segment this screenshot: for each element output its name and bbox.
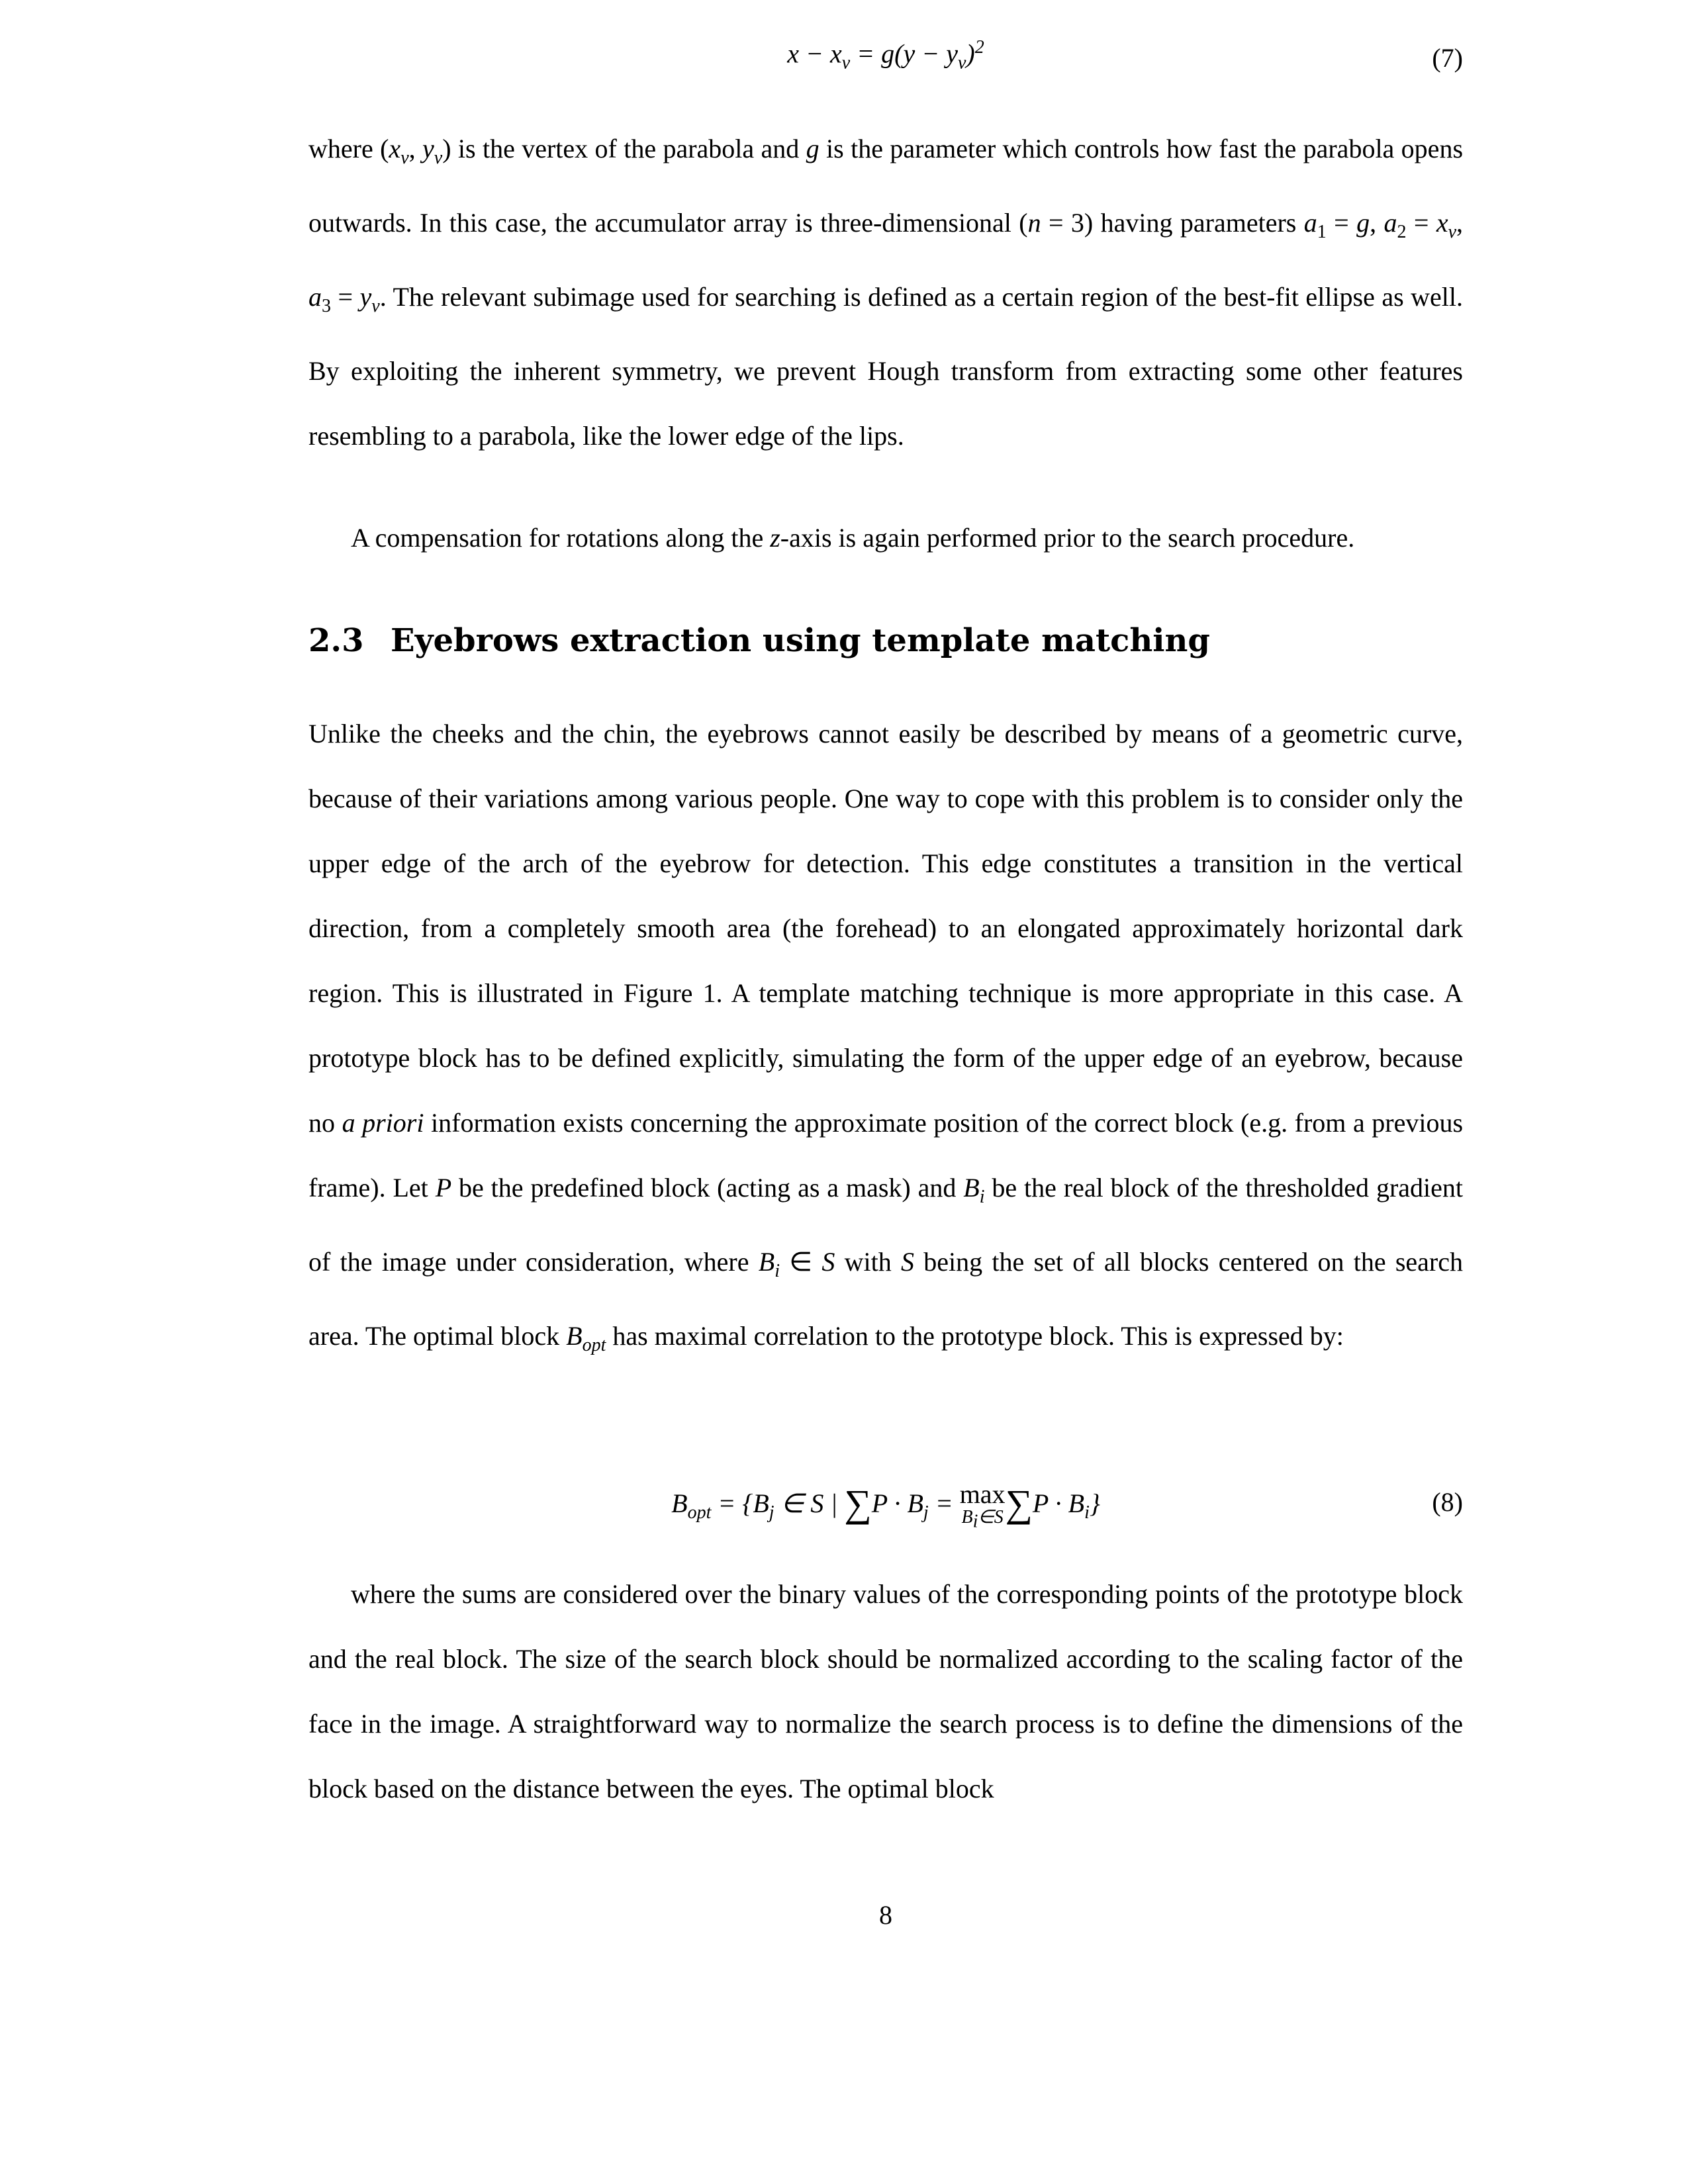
- paragraph-parabola: where ($x_v$, $y_v$) is the vertex of the parabola and g is the parameter which controls how fast the parabola opens outwards. In this case, the accumulator array is three-dimensional (n = 3) having parameters $a_1 = g$, $a_2 = x_v$, $a_3 = y_v$. The relevant subimage used for searching is defined as a certain region of the best-fit ellipse as well. By exploiting the inherent symmetry, we prevent Hough transform from extracting some other features resembling to a parabola, like the lower edge of the lips.: [308, 134, 1464, 451]
- page-number: 8: [879, 1900, 892, 1930]
- paper-page: [308, 0, 1463, 2184]
- section-heading: [308, 622, 1463, 659]
- section-title: Eyebrows extraction using template matching: [391, 622, 1210, 659]
- equation-8: [308, 1477, 1463, 1557]
- section-number: 2.3: [308, 622, 364, 659]
- paragraph-rotation: A compensation for rotations along the z-axis is again performed prior to the search procedure.: [351, 523, 1355, 553]
- equation-7: [308, 33, 1463, 93]
- paragraph-eyebrows: Unlike the cheeks and the chin, the eyebrows cannot easily be described by means of a geometric curve, because of their variations among various people. One way to cope with this problem is to consider only the upper edge of the arch of the eyebrow for detection. This edge constitutes a transition in the vertical direction, from a completely smooth area (the forehead) to an elongated approximately horizontal dark region. This is illustrated in Figure 1. A template matching technique is more appropriate in this case. A prototype block has to be defined explicitly, simulating the form of the upper edge of an eyebrow, because no a priori information exists concerning the approximate position of the correct block (e.g. from a previous frame). Let P be the predefined block (acting as a mask) and $B_i$ be the real block of the thresholded gradient of the image under consideration, where $B_i$ ∈ S with S being the set of all blocks centered on the search area. The optimal block $B_{opt}$ has maximal correlation to the prototype block. This is expressed by:: [308, 719, 1464, 1355]
- equation-8-number: (8): [1432, 1487, 1463, 1517]
- equation-8-body: $B_{opt} = \{B_j$ ∈ S | $\sum P \cdot B_j = \max$ $B_i\in S$ $\sum P \cdot B_i$}: [671, 1479, 1100, 1532]
- equation-7-number: (7): [1432, 43, 1463, 73]
- equation-7-body: $x - x_v = g(y - y_v)^2$: [787, 37, 984, 73]
- paragraph-sums: where the sums are considered over the binary values of the corresponding points of the prototype block and the real block. The size of the search block should be normalized according to the scaling factor of the face in the image. A straightforward way to normalize the search process is to define the dimensions of the block based on the distance between the eyes. The optimal block: [308, 1579, 1463, 1803]
